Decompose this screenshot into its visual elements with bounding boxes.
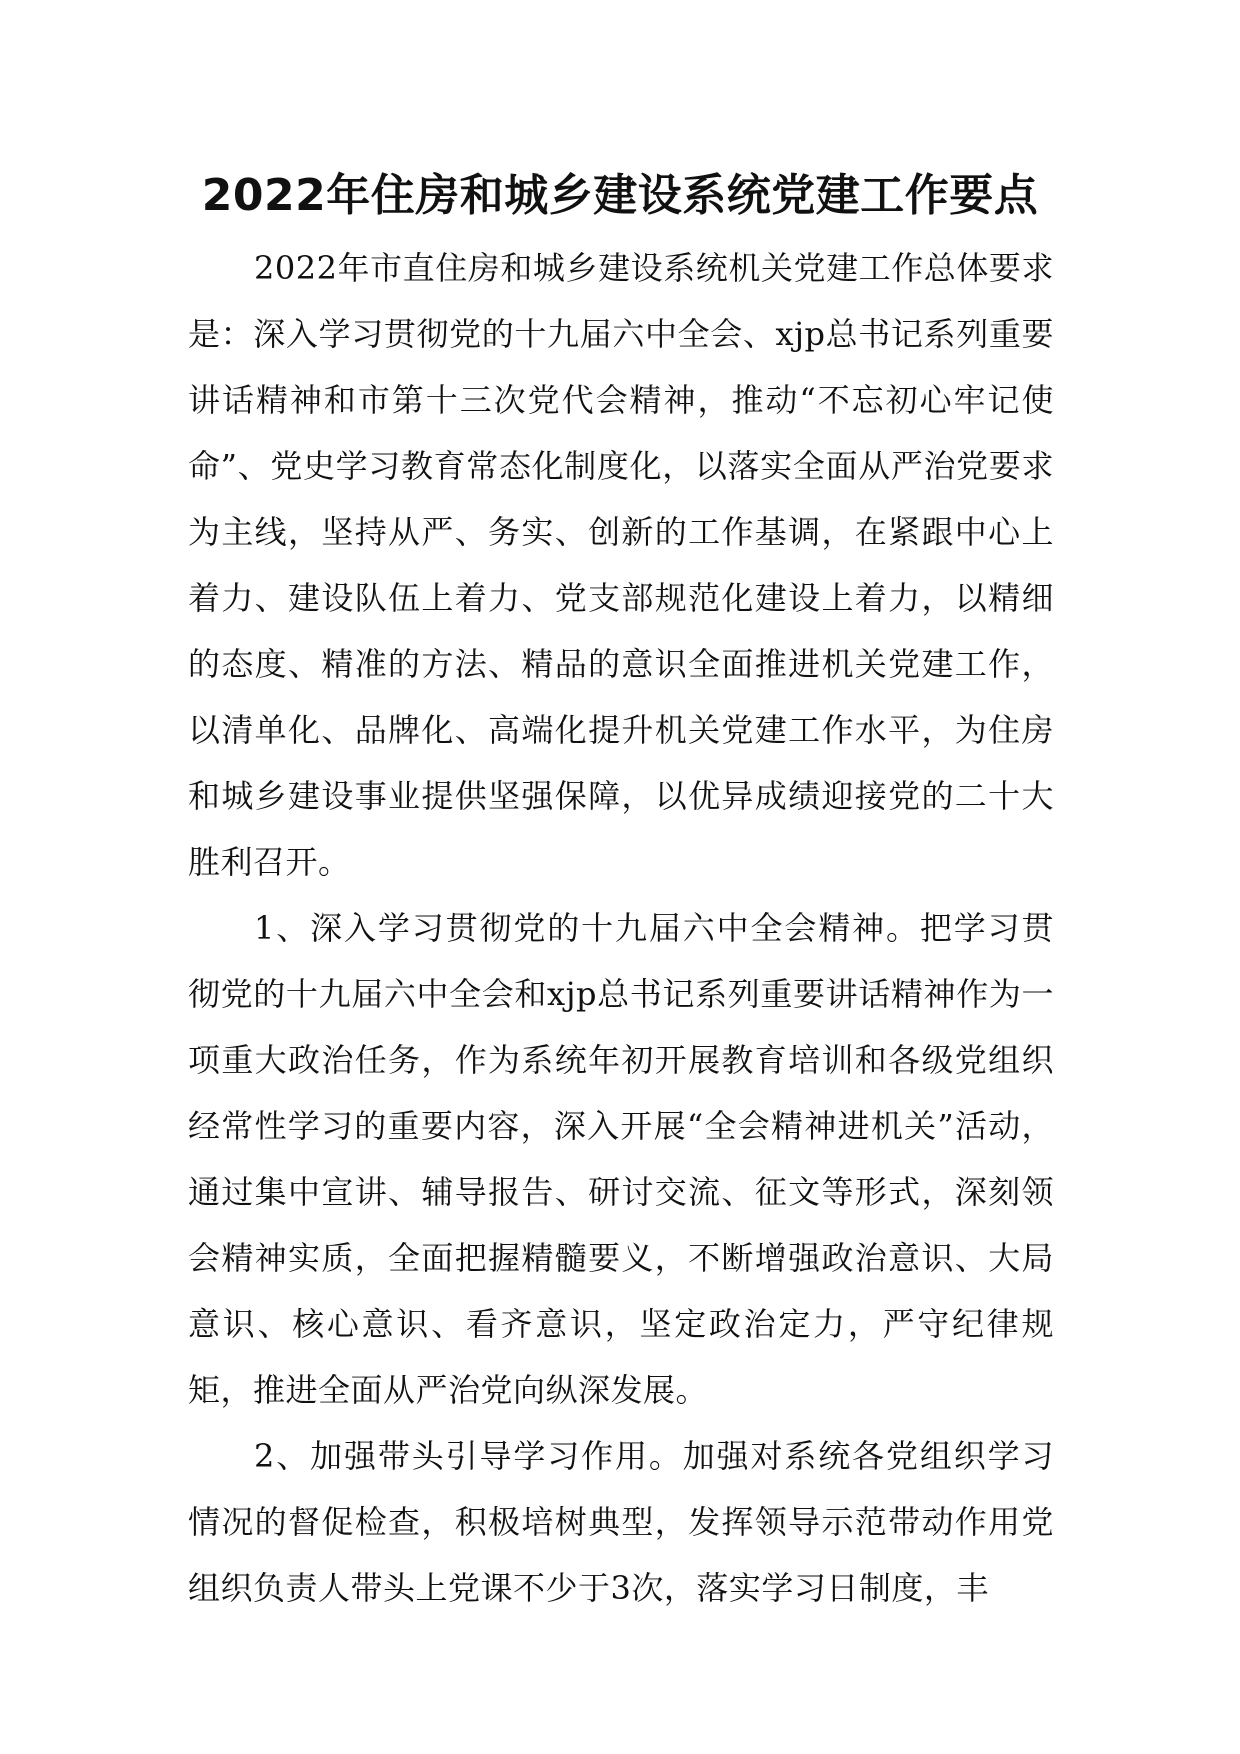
document-body — [188, 235, 1054, 1621]
intro-paragraph: 2022年市直住房和城乡建设系统机关党建工作总体要求是：深入学习贯彻党的十九届六中全会、xjp总书记系列重要讲话精神和市第十三次党代会精神，推动“不忘初心牢记使命”、党史学习教育常态化制度化，以落实全面从严治党要求为主线，坚持从严、务实、创新的工作基调，在紧跟中心上着力、建设队伍上着力、党支部规范化建设上着力，以精细的态度、精准的方法、精品的意识全面推进机关党建工作，以清单化、品牌化、高端化提升机关党建工作水平，为住房和城乡建设事业提供坚强保障，以优异成绩迎接党的二十大胜利召开。 — [188, 249, 1054, 881]
section-2-paragraph: 2、加强带头引导学习作用。加强对系统各党组织学习情况的督促检查，积极培树典型，发挥领导示范带动作用党组织负责人带头上党课不少于3次，落实学习日制度，丰 — [188, 1437, 1054, 1607]
document-title: 2022年住房和城乡建设系统党建工作要点 — [201, 170, 1039, 221]
section-1-paragraph: 1、深入学习贯彻党的十九届六中全会精神。把学习贯彻党的十九届六中全会和xjp总书记系列重要讲话精神作为一项重大政治任务，作为系统年初开展教育培训和各级党组织经常性学习的重要内容，深入开展“全会精神进机关”活动，通过集中宣讲、辅导报告、研讨交流、征文等形式，深刻领会精神实质，全面把握精髓要义，不断增强政治意识、大局意识、核心意识、看齐意识，坚定政治定力，严守纪律规矩，推进全面从严治党向纵深发展。 — [188, 909, 1054, 1409]
